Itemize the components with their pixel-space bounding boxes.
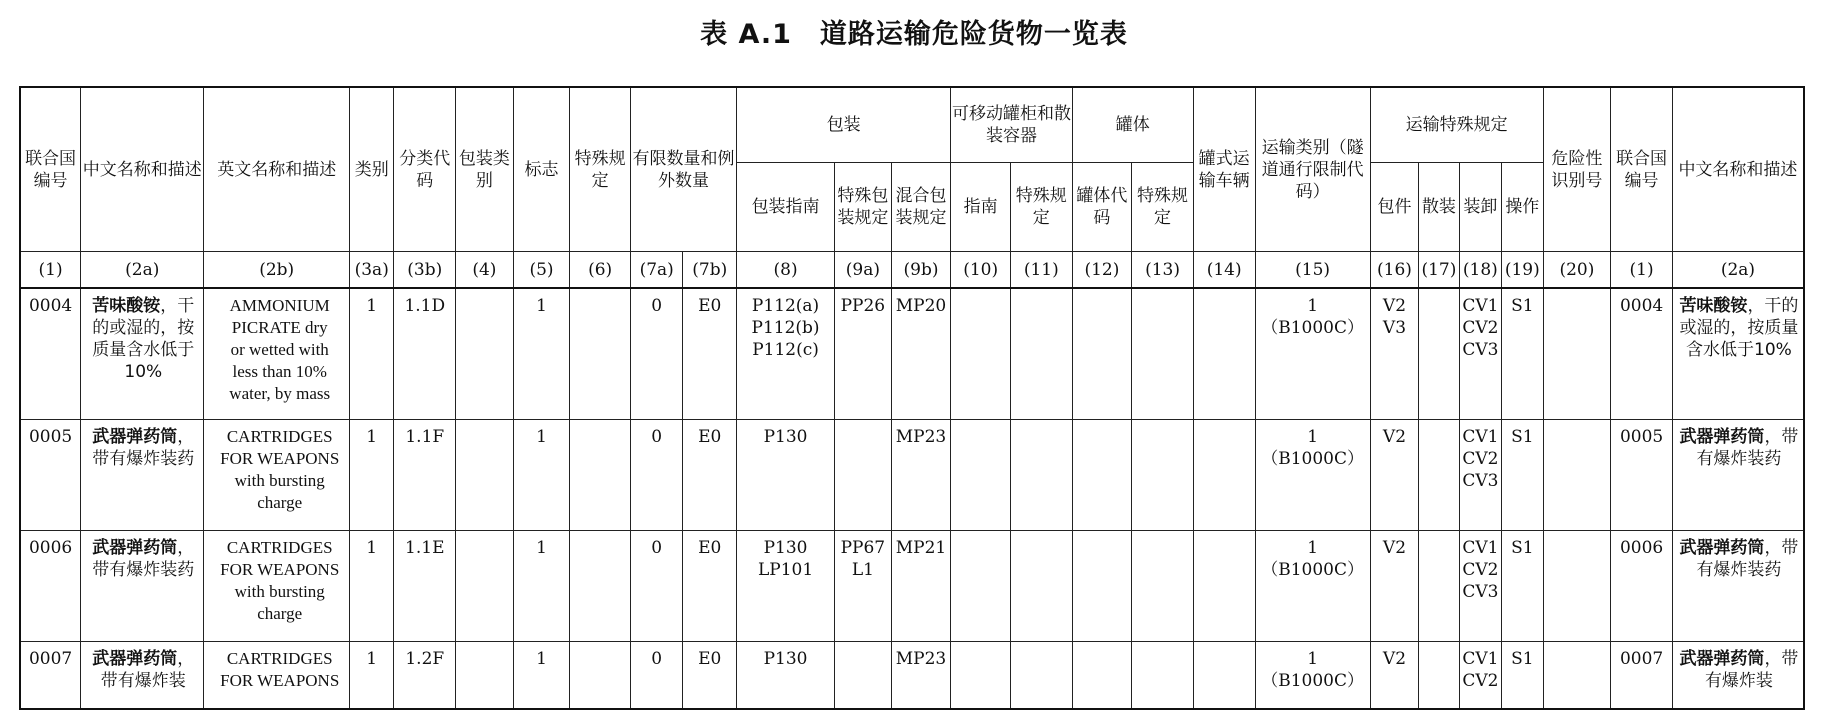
packing-group-cell [456,420,514,531]
tank-vehicle-cell [1193,420,1255,531]
hazard-id-cell [1543,531,1611,642]
header-classification-code: 分类代码 [394,87,456,252]
special-packing-cell [835,642,892,710]
chinese-name-repeat-cell [1672,420,1804,531]
column-number: (16) [1370,252,1419,289]
header-special-packing: 特殊包装规定 [835,163,892,252]
operation-provision-cell: S1 [1502,288,1543,420]
packing-instructions-cell-line: P130 [763,427,808,447]
header-tank-code: 罐体代码 [1072,163,1132,252]
loading-provision-cell-line: CV2 [1462,560,1499,580]
english-name-cell-line: charge [257,493,303,512]
tank-code-cell [1072,288,1132,420]
labels-cell: 1 [513,531,570,642]
header-chinese-name: 中文名称和描述 [81,87,204,252]
column-number: (15) [1255,252,1370,289]
tunnel-code: （B1000C） [1261,318,1364,338]
header-un-number: 联合国编号 [20,87,81,252]
packing-instructions-cell-line: P112(a) [751,296,820,316]
packages-provision-cell [1370,288,1419,420]
chinese-name-description: ，带有爆炸装药 [1696,427,1799,469]
column-number: (4) [456,252,514,289]
column-number: (9b) [891,252,951,289]
operation-provision-cell: S1 [1502,531,1543,642]
tank-code-cell [1072,420,1132,531]
transport-category-cell [1255,642,1370,710]
english-name-cell-line: with bursting [234,471,325,490]
excepted-quantity-cell: E0 [683,642,737,710]
packing-group-cell [456,531,514,642]
transport-category: 1 [1307,538,1319,558]
column-number: (11) [1010,252,1072,289]
header-portable-instructions: 指南 [951,163,1011,252]
tank-special-cell [1132,288,1194,420]
loading-provision-cell [1459,531,1501,642]
bulk-provision-cell [1419,288,1459,420]
loading-provision-cell-line: CV1 [1462,649,1499,669]
class-cell: 1 [349,288,393,420]
packing-group-cell [456,642,514,710]
english-name-cell [204,288,350,420]
column-number: (19) [1502,252,1543,289]
packages-provision-cell-line: V2 [1382,296,1407,316]
header-english-name: 英文名称和描述 [204,87,350,252]
packing-group-cell [456,288,514,420]
un-number-cell: 0005 [20,420,81,531]
hazard-id-cell [1543,420,1611,531]
limited-quantity-cell: 0 [630,642,683,710]
table-title: 表 A.1 道路运输危险货物一览表 [700,19,1128,50]
transport-category: 1 [1307,427,1319,447]
special-packing-cell [835,288,892,420]
english-name-cell [204,420,350,531]
tank-vehicle-cell [1193,288,1255,420]
special-packing-cell [835,420,892,531]
special-packing-cell-line: PP26 [840,296,886,316]
column-number: (1) [1611,252,1673,289]
header-mixed-packing: 混合包装规定 [891,163,951,252]
loading-provision-cell-line: CV1 [1462,538,1499,558]
bulk-provision-cell [1419,420,1459,531]
chinese-name-bold: 武器弹药筒 [1679,538,1765,558]
column-number: (3b) [394,252,456,289]
mixed-packing-cell: MP23 [891,420,951,531]
loading-provision-cell-line: CV1 [1462,296,1499,316]
chinese-name-description: ，带有爆炸装 [1704,649,1799,691]
header-operation: 操作 [1502,163,1543,252]
un-number-cell: 0006 [20,531,81,642]
tank-special-cell [1132,531,1194,642]
english-name-cell-line: water, by mass [229,384,331,403]
english-name-cell-line: charge [257,604,303,623]
chinese-name-bold: 武器弹药筒 [1679,649,1765,669]
header-tank-group: 罐体 [1072,87,1193,163]
loading-provision-cell [1459,420,1501,531]
header-transport-category: 运输类别（隧道通行限制代码） [1255,87,1370,252]
packing-instructions-cell-line: P112(b) [751,318,820,338]
chinese-name-repeat-cell [1672,531,1804,642]
chinese-name-bold: 苦味酸铵 [1679,296,1748,316]
loading-provision-cell-line: CV1 [1462,427,1499,447]
english-name-cell-line: AMMONIUM [229,296,330,315]
packing-instructions-cell [737,288,835,420]
tunnel-code: （B1000C） [1261,449,1364,469]
chinese-name-description: ，干的或湿的，按质量含水低于10% [1679,296,1799,360]
header-row-1 [20,87,1804,163]
chinese-name-description: ，带有爆炸装 [100,649,195,691]
column-number: (7a) [630,252,683,289]
special-provisions-cell [570,420,631,531]
header-portable-special: 特殊规定 [1010,163,1072,252]
special-provisions-cell [570,642,631,710]
labels-cell: 1 [513,420,570,531]
tank-vehicle-cell [1193,531,1255,642]
packages-provision-cell [1370,420,1419,531]
operation-provision-cell: S1 [1502,642,1543,710]
chinese-name-description: ，带有爆炸装药 [92,538,195,580]
bulk-provision-cell [1419,531,1459,642]
excepted-quantity-cell: E0 [683,531,737,642]
tank-special-cell [1132,642,1194,710]
header-class: 类别 [349,87,393,252]
header-packages: 包件 [1370,163,1419,252]
labels-cell: 1 [513,288,570,420]
column-number: (2b) [204,252,350,289]
table-row [20,531,1804,642]
header-portable-tanks-group: 可移动罐柜和散装容器 [951,87,1072,163]
column-number: (7b) [683,252,737,289]
tunnel-code: （B1000C） [1261,671,1364,691]
column-number: (3a) [349,252,393,289]
bulk-provision-cell [1419,642,1459,710]
header-un-number-repeat: 联合国编号 [1611,87,1673,252]
tunnel-code: （B1000C） [1261,560,1364,580]
chinese-name-repeat-cell [1672,642,1804,710]
loading-provision-cell [1459,288,1501,420]
header-packing-group: 包装类别 [456,87,514,252]
transport-category-cell [1255,420,1370,531]
excepted-quantity-cell: E0 [683,288,737,420]
english-name-cell-line: CARTRIDGES [226,427,333,446]
column-number: (5) [513,252,570,289]
chinese-name-cell [81,288,204,420]
chinese-name-bold: 苦味酸铵 [92,296,161,316]
column-number: (9a) [835,252,892,289]
column-number: (2a) [1672,252,1804,289]
english-name-cell-line: FOR WEAPONS [220,671,340,690]
chinese-name-bold: 武器弹药筒 [1679,427,1765,447]
chinese-name-description: ，带有爆炸装药 [92,427,195,469]
english-name-cell [204,642,350,710]
un-number-repeat-cell: 0005 [1611,420,1673,531]
tank-code-cell [1072,531,1132,642]
header-packaging-group: 包装 [737,87,951,163]
mixed-packing-cell: MP20 [891,288,951,420]
english-name-cell-line: or wetted with [230,340,329,359]
portable-special-cell [1010,420,1072,531]
header-labels: 标志 [513,87,570,252]
limited-quantity-cell: 0 [630,288,683,420]
loading-provision-cell-line: CV3 [1462,582,1499,602]
un-number-repeat-cell: 0006 [1611,531,1673,642]
special-packing-cell-line: L1 [851,560,874,580]
classification-code-cell: 1.1F [394,420,456,531]
column-number: (13) [1132,252,1194,289]
portable-special-cell [1010,288,1072,420]
tank-vehicle-cell [1193,642,1255,710]
english-name-cell [204,531,350,642]
packing-instructions-cell [737,531,835,642]
packages-provision-cell-line: V2 [1382,649,1407,669]
mixed-packing-cell: MP21 [891,531,951,642]
column-number-row [20,252,1804,289]
table-row [20,288,1804,420]
packing-instructions-cell [737,420,835,531]
column-number: (20) [1543,252,1611,289]
mixed-packing-cell: MP23 [891,642,951,710]
limited-quantity-cell: 0 [630,420,683,531]
portable-instructions-cell [951,420,1011,531]
class-cell: 1 [349,642,393,710]
loading-provision-cell-line: CV3 [1462,471,1499,491]
transport-category-cell [1255,531,1370,642]
english-name-cell-line: CARTRIDGES [226,538,333,557]
english-name-cell-line: with bursting [234,582,325,601]
tank-code-cell [1072,642,1132,710]
chinese-name-bold: 武器弹药筒 [92,538,178,558]
chinese-name-description: ，带有爆炸装药 [1696,538,1799,580]
excepted-quantity-cell: E0 [683,420,737,531]
header-hazard-id: 危险性识别号 [1543,87,1611,252]
loading-provision-cell-line: CV2 [1462,449,1499,469]
packages-provision-cell [1370,531,1419,642]
labels-cell: 1 [513,642,570,710]
header-special-provisions: 特殊规定 [570,87,631,252]
column-number: (1) [20,252,81,289]
portable-instructions-cell [951,642,1011,710]
packing-instructions-cell-line: LP101 [757,560,814,580]
transport-category-cell [1255,288,1370,420]
loading-provision-cell-line: CV3 [1462,340,1499,360]
chinese-name-cell [81,420,204,531]
packing-instructions-cell [737,642,835,710]
un-number-repeat-cell: 0004 [1611,288,1673,420]
special-provisions-cell [570,531,631,642]
english-name-cell-line: CARTRIDGES [226,649,333,668]
limited-quantity-cell: 0 [630,531,683,642]
column-number: (12) [1072,252,1132,289]
english-name-cell-line: FOR WEAPONS [220,449,340,468]
portable-instructions-cell [951,288,1011,420]
special-packing-cell [835,531,892,642]
header-bulk: 散装 [1419,163,1459,252]
packing-instructions-cell-line: P130 [763,538,808,558]
header-tank-special: 特殊规定 [1132,163,1194,252]
special-packing-cell-line: PP67 [840,538,886,558]
chinese-name-repeat-cell [1672,288,1804,420]
chinese-name-cell [81,642,204,710]
tank-special-cell [1132,420,1194,531]
chinese-name-bold: 武器弹药筒 [92,427,178,447]
special-provisions-cell [570,288,631,420]
chinese-name-description: ，干的或湿的，按质量含水低于10% [92,296,195,382]
loading-provision-cell [1459,642,1501,710]
header-packing-instructions: 包装指南 [737,163,835,252]
classification-code-cell: 1.2F [394,642,456,710]
dangerous-goods-table [19,86,1805,710]
packages-provision-cell [1370,642,1419,710]
english-name-cell-line: PICRATE dry [231,318,328,337]
operation-provision-cell: S1 [1502,420,1543,531]
column-number: (8) [737,252,835,289]
column-number: (10) [951,252,1011,289]
un-number-cell: 0004 [20,288,81,420]
classification-code-cell: 1.1D [394,288,456,420]
header-chinese-name-repeat: 中文名称和描述 [1672,87,1804,252]
classification-code-cell: 1.1E [394,531,456,642]
header-limited-quantities: 有限数量和例外数量 [630,87,736,252]
un-number-cell: 0007 [20,642,81,710]
column-number: (2a) [81,252,204,289]
portable-instructions-cell [951,531,1011,642]
english-name-cell-line: FOR WEAPONS [220,560,340,579]
transport-category: 1 [1307,296,1319,316]
class-cell: 1 [349,420,393,531]
transport-category: 1 [1307,649,1319,669]
packing-instructions-cell-line: P112(c) [752,340,819,360]
header-special-provisions-group: 运输特殊规定 [1370,87,1543,163]
hazard-id-cell [1543,642,1611,710]
packages-provision-cell-line: V2 [1382,538,1407,558]
column-number: (6) [570,252,631,289]
chinese-name-cell [81,531,204,642]
column-number: (14) [1193,252,1255,289]
column-number: (17) [1419,252,1459,289]
chinese-name-bold: 武器弹药筒 [92,649,178,669]
loading-provision-cell-line: CV2 [1462,671,1499,691]
un-number-repeat-cell: 0007 [1611,642,1673,710]
packing-instructions-cell-line: P130 [763,649,808,669]
header-loading: 装卸 [1459,163,1501,252]
column-number: (18) [1459,252,1501,289]
packages-provision-cell-line: V3 [1382,318,1407,338]
english-name-cell-line: less than 10% [232,362,327,381]
table-row [20,642,1804,710]
portable-special-cell [1010,531,1072,642]
class-cell: 1 [349,531,393,642]
table-row [20,420,1804,531]
loading-provision-cell-line: CV2 [1462,318,1499,338]
header-tank-vehicle: 罐式运输车辆 [1193,87,1255,252]
portable-special-cell [1010,642,1072,710]
hazard-id-cell [1543,288,1611,420]
packages-provision-cell-line: V2 [1382,427,1407,447]
